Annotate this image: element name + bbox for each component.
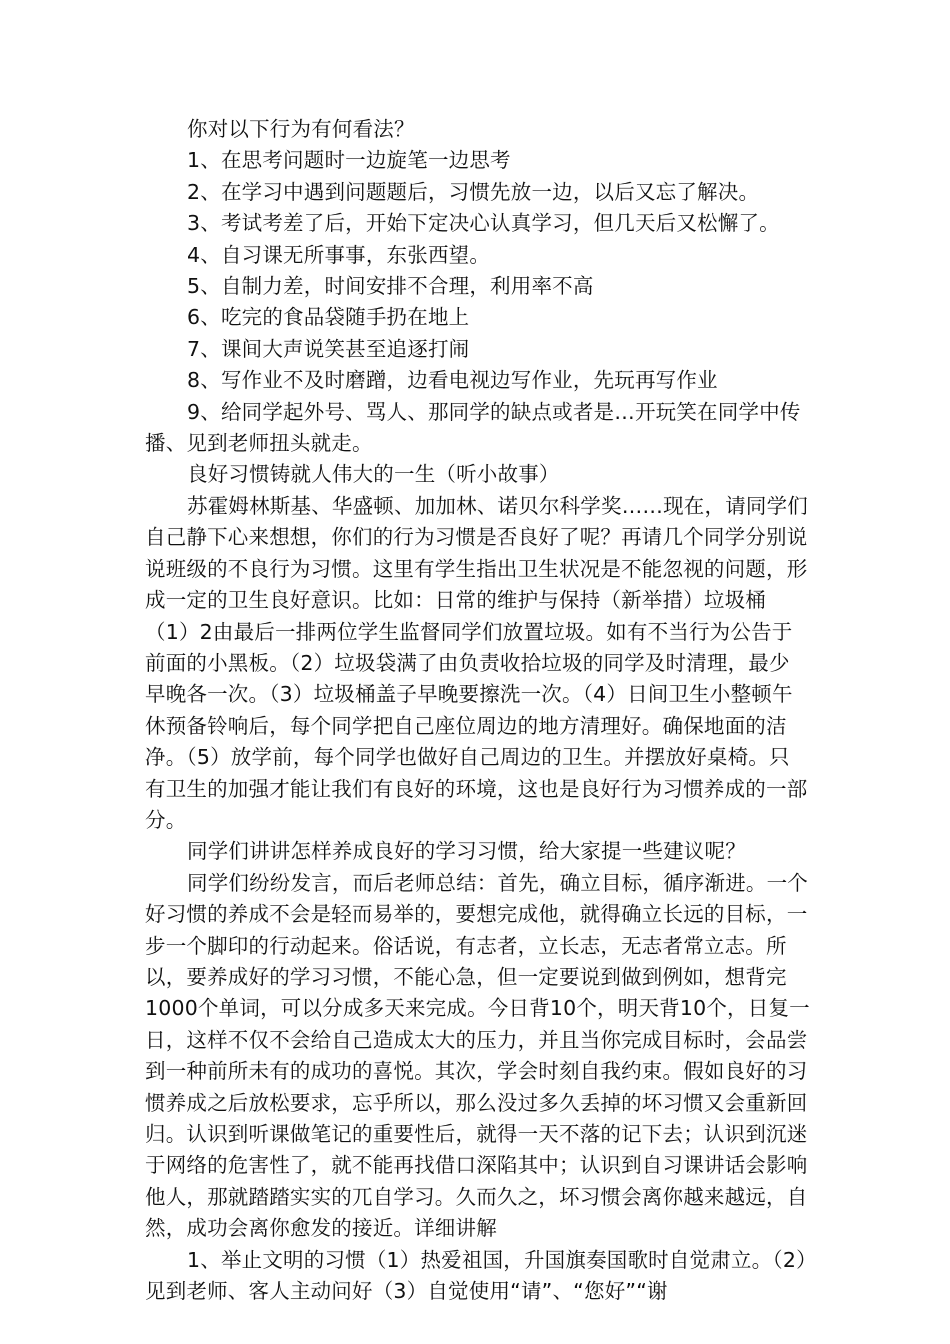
behavior-item-3: 3、考试考差了后，开始下定决心认真学习，但几天后又松懈了。 (187, 211, 780, 236)
paragraph-summary: 同学们纷纷发言，而后老师总结：首先，确立目标，循序渐进。一个好习惯的养成不会是轻而易举的，要想完成他，就得确立长远的目标，一步一个脚印的行动起来。俗话说，有志者，立长志，无志者常立志。所以，要养成好的学习习惯，不能心急，但一定要说到做到例如，想背完1000个单词，可以分成多天来完成。今日背10个，明天背10个，日复一日，这样不仅不会给自己造成太大的压力，并且当你完成目标时，会品尝到一种前所未有的成功的喜悦。其次，学会时刻自我约束。假如良好的习惯养成之后放松要求，忘乎所以，那么没过多久丢掉的坏习惯又会重新回归。认识到听课做笔记的重要性后，就得一天不落的记下去；认识到沉迷于网络的危害性了，就不能再找借口深陷其中；认识到自习课讲话会影响他人，那就踏踏实实的兀自学习。久而久之，坏习惯会离你越来越远，自然，成功会离你愈发的接近。详细讲解 (145, 870, 810, 1241)
behavior-item-7: 7、课间大声说笑甚至追逐打闹 (187, 336, 470, 361)
behavior-item-4: 4、自习课无所事事，东张西望。 (187, 242, 491, 267)
paragraph-hygiene: 苏霍姆林斯基、华盛顿、加加林、诺贝尔科学奖……现在，请同学们自己静下心来想想，你们的行为习惯是否良好了呢？再请几个同学分别说说班级的不良行为习惯。这里有学生指出卫生状况是不能忽视的问题，形成一定的卫生良好意识。比如：日常的维护与保持（新举措）垃圾桶（1）2由最后一排两位学生监督同学们放置垃圾。如有不当行为公告于前面的小黑板。（2）垃圾袋满了由负责收拾垃圾的同学及时清理，最少早晚各一次。（3）垃圾桶盖子早晚要擦洗一次。（4）日间卫生小整顿午休预备铃响后，每个同学把自己座位周边的地方清理好。确保地面的洁净。（5）放学前，每个同学也做好自己周边的卫生。并摆放好桌椅。只有卫生的加强才能让我们有良好的环境，这也是良好行为习惯养成的一部分。 (145, 493, 808, 832)
behavior-item-1: 1、在思考问题时一边旋笔一边思考 (187, 148, 511, 173)
document-body (145, 114, 810, 1307)
suggestion-question: 同学们讲讲怎样养成良好的学习习惯，给大家提一些建议呢？ (187, 839, 746, 864)
behavior-item-6: 6、吃完的食品袋随手扔在地上 (187, 305, 470, 330)
behavior-item-8: 8、写作业不及时磨蹭，边看电视边写作业，先玩再写作业 (187, 368, 718, 393)
paragraph-civility: 1、举止文明的习惯（1）热爱祖国，升国旗奏国歌时自觉肃立。（2）见到老师、客人主动问好（3）自觉使用“请”、“您好”“谢 (145, 1247, 807, 1304)
behavior-item-5: 5、自制力差，时间安排不合理，利用率不高 (187, 274, 594, 299)
question-heading: 你对以下行为有何看法？ (187, 117, 415, 141)
behavior-item-2: 2、在学习中遇到问题题后，习惯先放一边，以后又忘了解决。 (187, 179, 760, 204)
story-heading: 良好习惯铸就人伟大的一生（听小故事） (187, 462, 560, 487)
behavior-item-9: 9、给同学起外号、骂人、那同学的缺点或者是…开玩笑在同学中传播、见到老师扭头就走。 (145, 399, 801, 456)
